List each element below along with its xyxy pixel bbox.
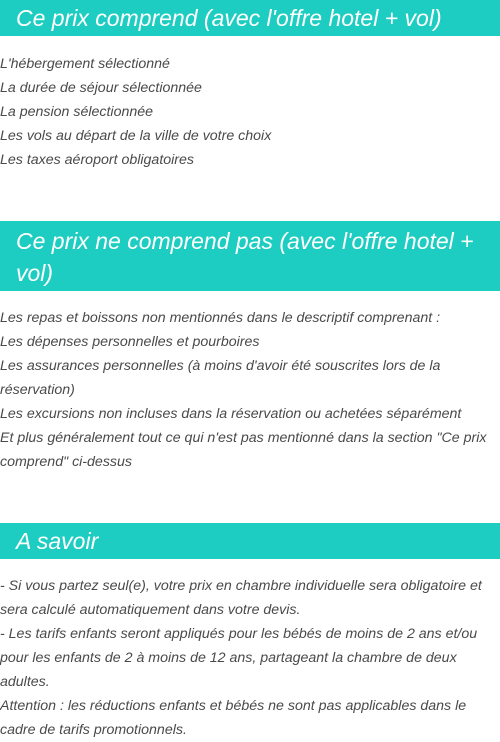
good-to-know-list <box>0 574 500 742</box>
list-item: Les dépenses personnelles et pourboires <box>0 334 260 350</box>
list-item: Et plus généralement tout ce qui n'est pas mentionné dans la section "Ce prix comprend" ci-dessus <box>0 430 487 470</box>
included-list <box>0 52 500 172</box>
not-included-list <box>0 306 500 474</box>
list-item: Les repas et boissons non mentionnés dans le descriptif comprenant : <box>0 310 441 326</box>
list-item: Attention : les réductions enfants et bébés ne sont pas applicables dans le cadre de tarifs promotionnels. <box>0 698 467 738</box>
list-item: La durée de séjour sélectionnée <box>0 80 202 96</box>
list-item: - Les tarifs enfants seront appliqués pour les bébés de moins de 2 ans et/ou pour les enfants de 2 à moins de 12 ans, partageant la chambre de deux adultes. <box>0 626 478 690</box>
section-title-not-included: Ce prix ne comprend pas (avec l'offre hotel + vol) <box>0 221 500 291</box>
list-item: L'hébergement sélectionné <box>0 56 170 72</box>
section-title-included: Ce prix comprend (avec l'offre hotel + vol) <box>0 0 500 36</box>
list-item: Les assurances personnelles (à moins d'avoir été souscrites lors de la réservation) <box>0 358 441 398</box>
list-item: La pension sélectionnée <box>0 104 154 120</box>
list-item: Les vols au départ de la ville de votre choix <box>0 128 272 144</box>
list-item: - Si vous partez seul(e), votre prix en chambre individuelle sera obligatoire et sera calculé automatiquement dans votre devis. <box>0 578 482 618</box>
list-item: Les taxes aéroport obligatoires <box>0 152 195 168</box>
list-item: Les excursions non incluses dans la réservation ou achetées séparément <box>0 406 462 422</box>
section-title-good-to-know: A savoir <box>0 523 500 559</box>
